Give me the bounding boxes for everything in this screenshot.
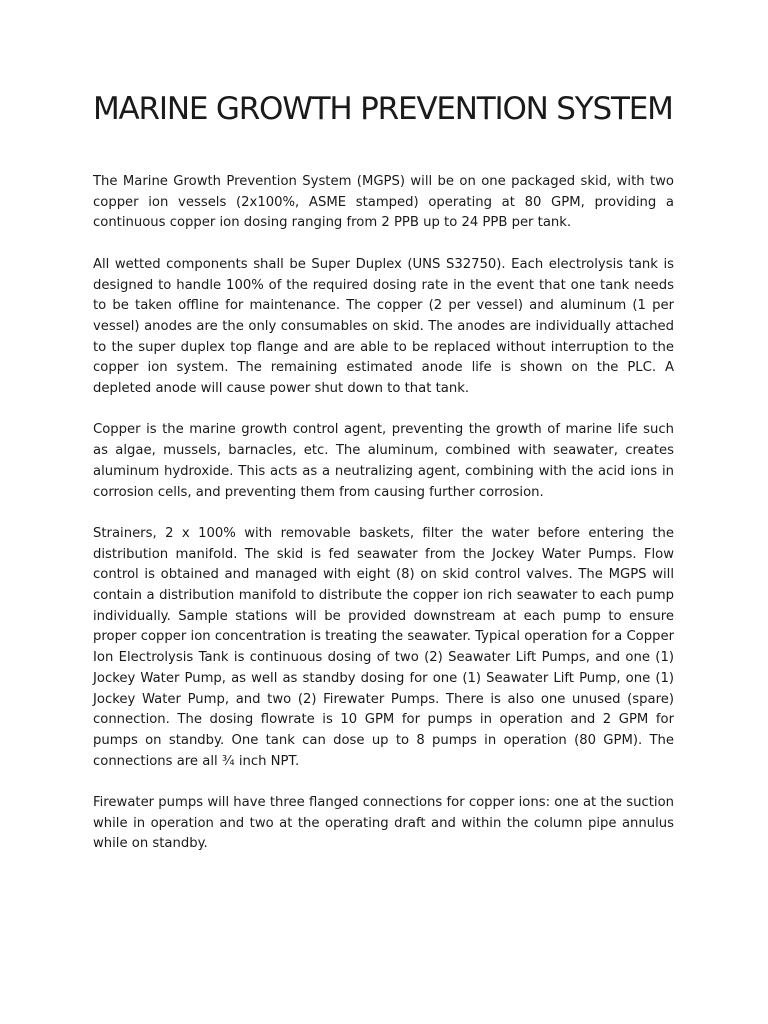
paragraph-wetted-components: All wetted components shall be Super Duplex (UNS S32750). Each electrolysis tank is designed to handle 100% of the required dosing rate in the event that one tank needs to be taken offline for maintenance. The copper (2 per vessel) and aluminum (1 per vessel) anodes are the only consumables on skid. The anodes are individually attached to the super duplex top flange and are able to be replaced without interruption to the copper ion system. The remaining estimated anode life is shown on the PLC. A depleted anode will cause power shut down to that tank. (93, 256, 674, 397)
paragraph-copper-agent: Copper is the marine growth control agent, preventing the growth of marine life such as algae, mussels, barnacles, etc. The aluminum, combined with seawater, creates aluminum hydroxide. This acts as a neutralizing agent, combining with the acid ions in corrosion cells, and preventing them from causing further corrosion. (93, 422, 674, 500)
paragraph-mgps-overview: The Marine Growth Prevention System (MGPS) will be on one packaged skid, with two copper ion vessels (2x100%, ASME stamped) operating at 80 GPM, providing a continuous copper ion dosing ranging from 2 PPB up to 24 PPB per tank. (93, 174, 674, 231)
paragraph-strainers-distribution: Strainers, 2 x 100% with removable baskets, filter the water before entering the distribution manifold. The skid is fed seawater from the Jockey Water Pumps. Flow control is obtained and managed with eight (8) on skid control valves. The MGPS will contain a distribution manifold to distribute the copper ion rich seawater to each pump individually. Sample stations will be provided downstream at each pump to ensure proper copper ion concentration is treating the seawater. Typical operation for a Copper Ion Electrolysis Tank is continuous dosing of two (2) Seawater Lift Pumps, and one (1) Jockey Water Pump, as well as standby dosing for one (1) Seawater Lift Pump, one (1) Jockey Water Pump, and two (2) Firewater Pumps. There is also one unused (spare) connection. The dosing flowrate is 10 GPM for pumps in operation and 2 GPM for pumps on standby. One tank can dose up to 8 pumps in operation (80 GPM). The connections are all ¾ inch NPT. (93, 525, 674, 769)
document-page (93, 88, 674, 876)
document-title: MARINE GROWTH PREVENTION SYSTEM (93, 91, 673, 127)
paragraph-firewater-pumps: Firewater pumps will have three flanged connections for copper ions: one at the suction while in operation and two at the operating draft and within the column pipe annulus while on standby. (93, 795, 674, 852)
